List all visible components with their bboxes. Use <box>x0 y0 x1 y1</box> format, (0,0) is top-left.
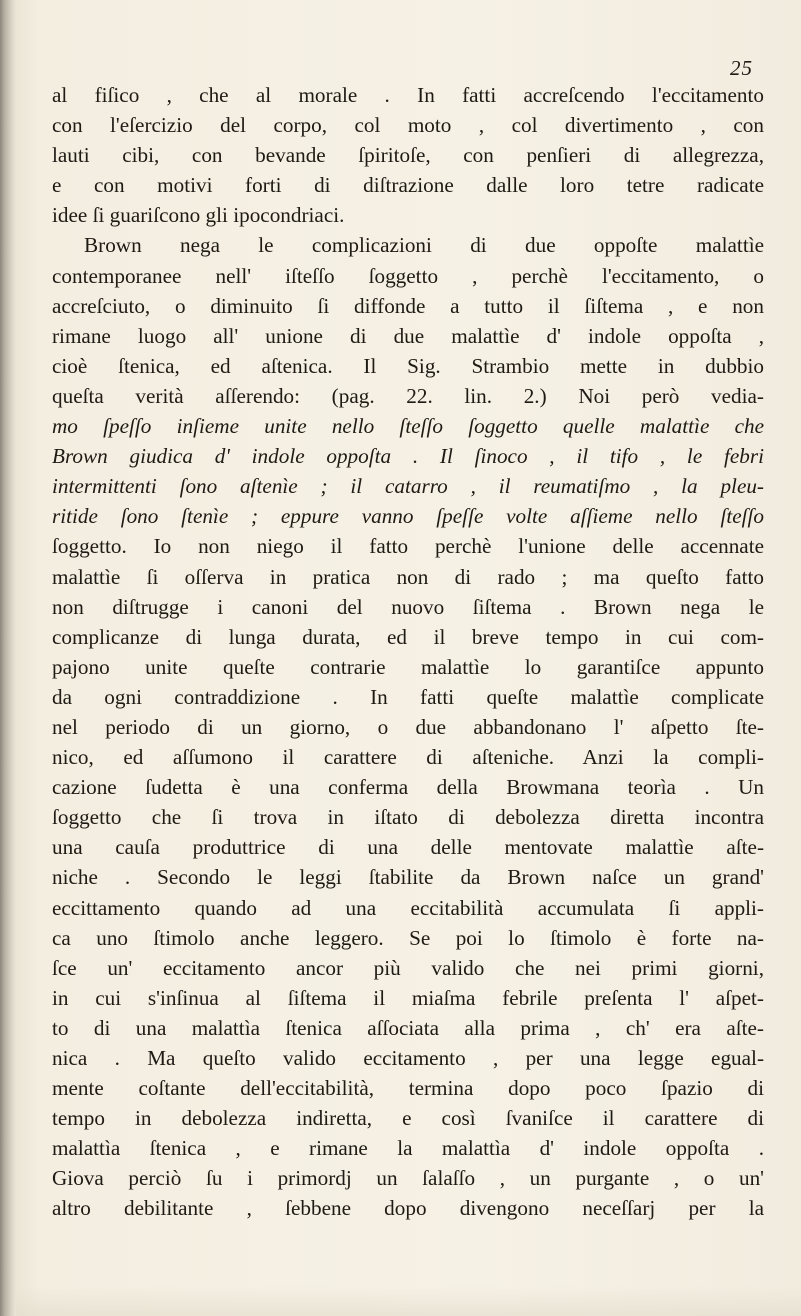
text-line: intermittenti ſono aſtenìe ; il catarro , il reumatiſmo , la pleu- <box>52 474 764 499</box>
text-line: al fiſico , che al morale . In fatti accreſcendo l'eccitamento <box>52 83 764 107</box>
text-line: Giova perciò ſu i primordj un ſalaſſo , un purgante , o un' <box>52 1166 764 1191</box>
text-line: e con motivi forti di diſtrazione dalle loro tetre radicate <box>52 173 764 198</box>
page-number: 25 <box>730 56 753 80</box>
text-line: mo ſpeſſo inſieme unite nello ſteſſo ſoggetto quelle malattìe che <box>52 414 764 439</box>
text-line: rimane luogo all' unione di due malattìe d' indole oppoſta , <box>52 323 764 348</box>
text-line: altro debilitante , ſebbene dopo divengono neceſſarj per la <box>52 1196 764 1221</box>
text-line: una cauſa produttrice di una delle mentovate malattìe aſte- <box>52 835 764 860</box>
text-line: cioè ſtenica, ed aſtenica. Il Sig. Strambio mette in dubbio <box>52 353 764 378</box>
text-line: idee ſi guariſcono gli ipocondriaci. <box>52 203 345 228</box>
text-line: niche . Secondo le leggi ſtabilite da Brown naſce un grand' <box>52 865 764 890</box>
text-line: nel periodo di un giorno, o due abbandonano l' aſpetto ſte- <box>52 714 764 739</box>
text-line: nico, ed aſſumono il carattere di aſteniche. Anzi la compli- <box>52 745 764 770</box>
text-line: queſta verità aſſerendo: (pag. 22. lin. 2.) Noi però vedia- <box>52 383 764 408</box>
text-line: tempo in debolezza indiretta, e così ſvaniſce il carattere di <box>52 1106 764 1131</box>
text-line: ſoggetto che ſi trova in iſtato di debolezza diretta incontra <box>52 805 764 830</box>
text-line: Brown nega le complicazioni di due oppoſte malattìe <box>84 233 764 258</box>
text-line: ca uno ſtimolo anche leggero. Se poi lo ſtimolo è forte na- <box>52 925 764 950</box>
text-line: malattìa ſtenica , e rimane la malattìa d' indole oppoſta . <box>52 1136 764 1161</box>
text-line: con l'eſercizio del corpo, col moto , col divertimento , con <box>52 113 764 138</box>
page-bottom-edge <box>16 1286 801 1316</box>
text-line: ſce un' eccitamento ancor più valido che nei primi giorni, <box>52 955 764 980</box>
text-line: pajono unite queſte contrarie malattìe lo garantiſce appunto <box>52 654 764 679</box>
text-line: accreſciuto, o diminuito ſi diffonde a tutto il ſiſtema , e non <box>52 293 764 318</box>
body-text <box>52 80 764 1224</box>
text-line: da ogni contraddizione . In fatti queſte malattìe complicate <box>52 684 764 709</box>
text-line: to di una malattìa ſtenica aſſociata alla prima , ch' era aſte- <box>52 1015 764 1040</box>
text-line: contemporanee nell' iſteſſo ſoggetto , perchè l'eccitamento, o <box>52 263 764 288</box>
text-line: nica . Ma queſto valido eccitamento , per una legge egual- <box>52 1046 764 1070</box>
text-line: eccittamento quando ad una eccitabilità accumulata ſi appli- <box>52 895 764 920</box>
text-line: mente coſtante dell'eccitabilità, termina dopo poco ſpazio di <box>52 1076 764 1101</box>
text-line: non diſtrugge i canoni del nuovo ſiſtema . Brown nega le <box>52 594 764 619</box>
text-line: complicanze di lunga durata, ed il breve tempo in cui com- <box>52 624 764 649</box>
binding-edge <box>0 0 16 1316</box>
text-line: lauti cibi, con bevande ſpiritoſe, con penſieri di allegrezza, <box>52 143 764 168</box>
text-line: Brown giudica d' indole oppoſta . Il ſinoco , il tifo , le febri <box>52 444 764 469</box>
text-line: cazione ſudetta è una conferma della Browmana teorìa . Un <box>52 775 764 800</box>
text-line: ſoggetto. Io non niego il fatto perchè l'unione delle accennate <box>52 534 764 559</box>
text-line: malattìe ſi oſſerva in pratica non di rado ; ma queſto fatto <box>52 564 764 589</box>
text-line: ritide ſono ſtenìe ; eppure vanno ſpeſſe volte aſſieme nello ſteſſo <box>52 504 764 529</box>
text-line: in cui s'inſinua al ſiſtema il miaſma febrile preſenta l' aſpet- <box>52 985 764 1010</box>
